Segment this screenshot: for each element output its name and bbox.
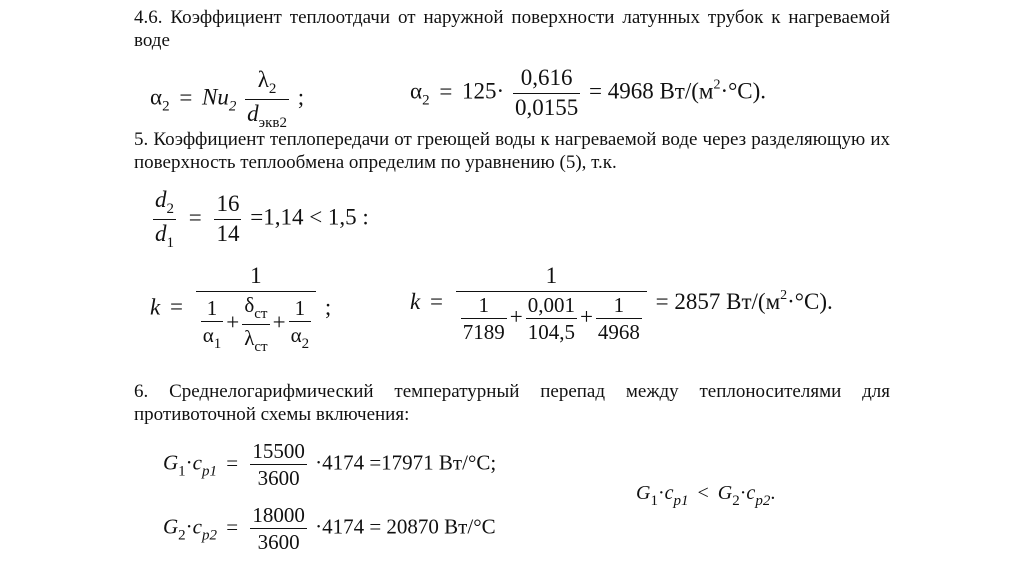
paragraph-5: 5. Коэффициент теплопередачи от греющей воды к нагреваемой воде через разделяющую их поверхность теплообмена определим по уравнению (5), т.к. xyxy=(134,129,890,173)
fraction-k-value: 1 $\frac{1}{7189}$ + $\frac{0,001}{104,5}$ + $\frac{1}{4968}$ xyxy=(456,262,647,345)
alpha-symbol: α xyxy=(150,84,163,110)
formula-g-comparison: $G_1\cdot c_{p1} < G_2\cdot c_{p2}$. xyxy=(636,482,776,509)
fraction-k-general: 1 $\frac{1}{\alpha_1}$ + $\frac{\delta_{ст}}{\lambda_{ст}}$ + $\frac{1}{\alpha_2}$ xyxy=(196,262,316,356)
formula-g1-cp1: $G_1\cdot c_{p1}$ = $\frac{15500}{3600}$ ·4174 =17971 Вт/°С; xyxy=(163,439,497,491)
paragraph-4-6: 4.6. Коэффициент теплоотдачи от наружной поверхности латунных трубок к нагреваемой воде xyxy=(134,7,890,51)
formula-alpha2-general: $\alpha_2 = Nu_2$ $\frac{\lambda_2}{d_{экв2}}$ ; xyxy=(150,67,305,131)
formula-alpha2-value: $\alpha_2 = 125\cdot$ $\frac{0,616}{0,0155}$ = 4968 $Вт/(м^2\cdot^\circ С)$. xyxy=(410,64,766,123)
fraction-18000-over-3600: $\frac{18000}{3600}$ xyxy=(252,503,305,555)
paragraph-6: 6. Среднелогарифмический температурный перепад между теплоносителями для противоточной схемы включения: xyxy=(134,381,890,425)
fraction-15500-over-3600: $\frac{15500}{3600}$ xyxy=(252,439,305,491)
fraction-16-over-14: $\frac{16}{14}$ xyxy=(216,191,240,246)
formula-g2-cp2: $G_2\cdot c_{p2}$ = $\frac{18000}{3600}$ ·4174 = 20870 Вт/°С xyxy=(163,503,496,555)
fraction-lambda-over-d: $\frac{\lambda_2}{d_{экв2}}$ xyxy=(247,67,287,131)
fraction-0616-over-00155: $\frac{0,616}{0,0155}$ xyxy=(514,65,579,120)
fraction-d2-over-d1: $\frac{d_2}{d_1}$ xyxy=(155,187,174,251)
formula-k-value: k = 1 $\frac{1}{7189}$ + $\frac{0,001}{104,5}$ + $\frac{1}{4968}$ = 2857 $Вт/(м^2\cdot^\circ С)$. xyxy=(410,263,833,344)
formula-diameter-ratio: $\frac{d_2}{d_1}$ = $\frac{16}{14}$ =1,14 < 1,5 : xyxy=(155,187,369,251)
formula-k-general: k = 1 $\frac{1}{\alpha_1}$ + $\frac{\delta_{ст}}{\lambda_{ст}}$ + $\frac{1}{\alpha_2}$ ; xyxy=(150,263,332,355)
